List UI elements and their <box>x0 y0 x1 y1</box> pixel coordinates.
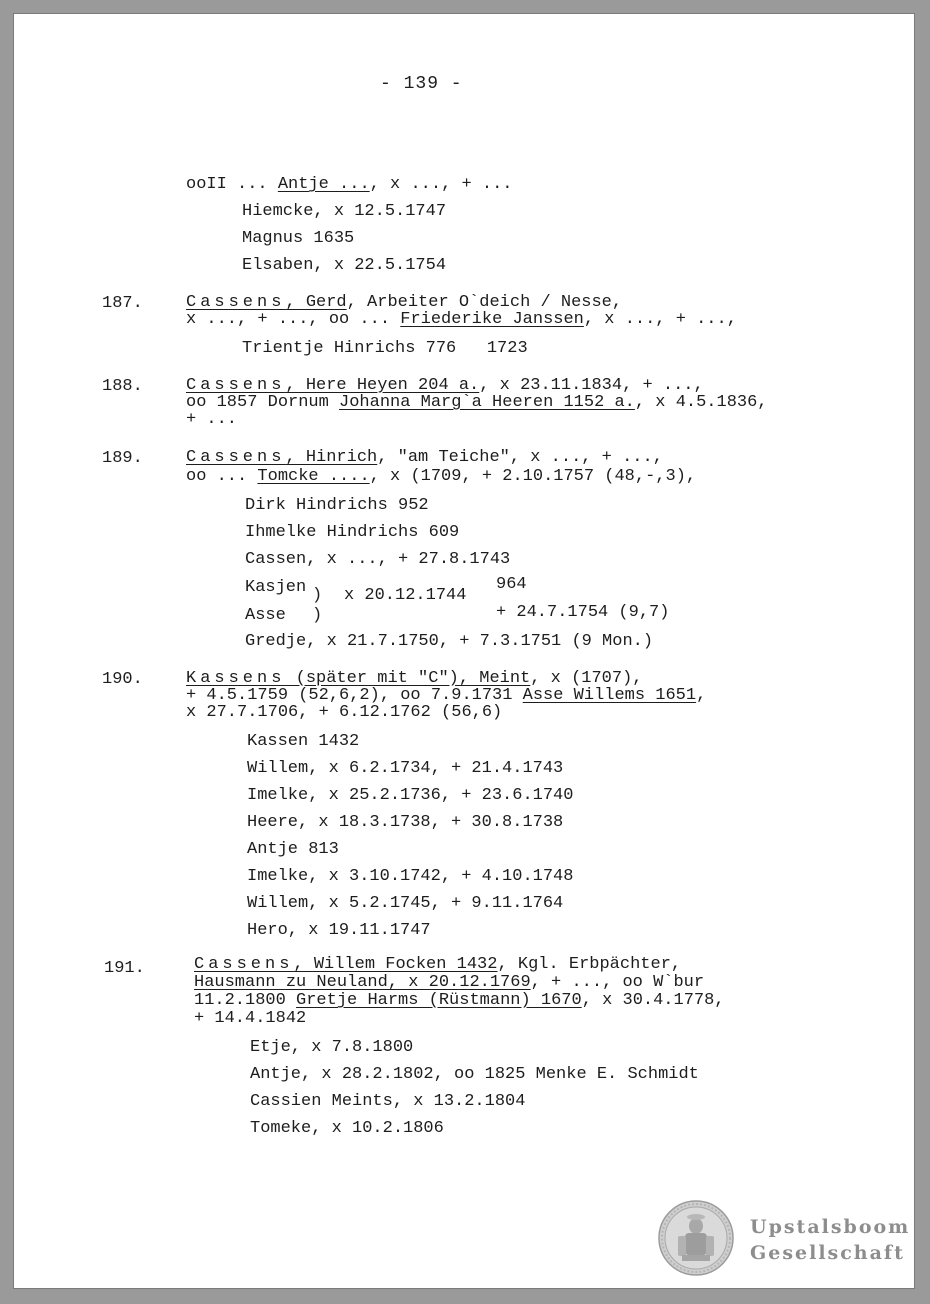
top-header-line <box>186 176 512 194</box>
entry-spouse: Tomcke .... <box>257 467 370 486</box>
entry-text: oo 1857 Dornum <box>186 393 340 412</box>
logo-line-2: Gesellschaft <box>750 1242 905 1264</box>
entry-line <box>194 974 704 992</box>
twin-name-b: Asse <box>245 606 286 625</box>
entry-given-name: , Gerd <box>285 293 347 312</box>
entry-number: 187. <box>102 294 143 313</box>
entry-text: , Arbeiter O`deich / Nesse, <box>346 293 623 312</box>
list-item: Magnus 1635 <box>242 229 355 248</box>
list-item: Hiemcke, x 12.5.1747 <box>242 202 447 221</box>
entry-given-name: , Hinrich <box>285 448 378 467</box>
entry-line <box>186 449 663 467</box>
entry-line: x 27.7.1706, + 6.12.1762 (56,6) <box>186 703 503 722</box>
entry-text: , x ..., + ..., <box>583 310 737 329</box>
top-header-prefix: ooII ... <box>186 175 278 194</box>
entry-text: , x (1709, + 2.10.1757 (48,-,3), <box>369 467 697 486</box>
entry-line: + 14.4.1842 <box>194 1009 307 1028</box>
entry-given-name: (später mit "C"), Meint <box>285 669 531 688</box>
entry-surname: Cassens <box>194 955 294 974</box>
entry-text: , "am Teiche", x ..., + ..., <box>377 448 663 467</box>
entry-spouse: Gretje Harms (Rüstmann) 1670 <box>296 991 582 1010</box>
entry-surname: Kassens <box>186 669 286 688</box>
publisher-logo-text <box>750 1214 910 1266</box>
entry-text: , x 4.5.1836, <box>634 393 768 412</box>
entry-text: + 4.5.1759 (52,6,2), oo 7.9.1731 <box>186 686 523 705</box>
top-header-name: Antje ... <box>277 175 370 194</box>
entry-line <box>186 311 737 329</box>
entry-number: 188. <box>102 377 143 396</box>
entry-number: 191. <box>104 959 145 978</box>
list-item: Cassen, x ..., + 27.8.1743 <box>245 550 511 569</box>
bracket-icon: ) <box>312 606 323 625</box>
document-page <box>14 14 914 1288</box>
twin-name-a: Kasjen <box>245 578 307 597</box>
list-item: Ihmelke Hindrichs 609 <box>245 523 460 542</box>
list-item: Kassen 1432 <box>247 732 360 751</box>
entry-text: , <box>696 686 707 705</box>
entry-line: + ... <box>186 410 238 429</box>
list-item: Antje 813 <box>247 840 339 859</box>
logo-line-1: Upstalsboom <box>750 1216 911 1238</box>
entry-text: 11.2.1800 <box>194 991 297 1010</box>
twin-birth: x 20.12.1744 <box>344 586 467 605</box>
list-item: Imelke, x 25.2.1736, + 23.6.1740 <box>247 786 574 805</box>
entry-text: , x 23.11.1834, + ..., <box>479 376 704 395</box>
entry-text: , x (1707), <box>530 669 643 688</box>
twin-ref: 964 <box>496 575 527 594</box>
list-item: Antje, x 28.2.1802, oo 1825 Menke E. Schmidt <box>250 1065 699 1084</box>
entry-line <box>186 394 768 412</box>
list-item: Trientje Hinrichs 776 1723 <box>242 339 528 358</box>
list-item: Willem, x 5.2.1745, + 9.11.1764 <box>247 894 564 913</box>
list-item: Imelke, x 3.10.1742, + 4.10.1748 <box>247 867 574 886</box>
entry-number: 190. <box>102 670 143 689</box>
twin-death: + 24.7.1754 (9,7) <box>496 603 670 622</box>
list-item: Willem, x 6.2.1734, + 21.4.1743 <box>247 759 564 778</box>
list-item: Cassien Meints, x 13.2.1804 <box>250 1092 526 1111</box>
entry-surname: Cassens <box>186 376 286 395</box>
entry-given-name: , Willem Focken 1432 <box>293 955 498 974</box>
entry-text: Hausmann zu Neuland, x 20.12.1769 <box>194 973 531 992</box>
entry-line <box>186 468 696 486</box>
entry-number: 189. <box>102 449 143 468</box>
list-item: Hero, x 19.11.1747 <box>247 921 431 940</box>
list-item: Heere, x 18.3.1738, + 30.8.1738 <box>247 813 564 832</box>
entry-surname: Cassens <box>186 448 286 467</box>
seal-icon <box>658 1200 734 1276</box>
list-item: Gredje, x 21.7.1750, + 7.3.1751 (9 Mon.) <box>245 632 654 651</box>
entry-spouse: Johanna Marg`a Heeren 1152 a. <box>339 393 635 412</box>
entry-spouse: Friederike Janssen <box>400 310 584 329</box>
entry-text: , Kgl. Erbpächter, <box>497 955 682 974</box>
list-item: Etje, x 7.8.1800 <box>250 1038 414 1057</box>
bracket-icon: ) <box>312 586 323 605</box>
entry-surname: Cassens <box>186 293 286 312</box>
entry-text: oo ... <box>186 467 258 486</box>
entry-text: , x 30.4.1778, <box>581 991 725 1010</box>
entry-line <box>194 992 725 1010</box>
page-number: - 139 - <box>380 74 463 94</box>
entry-spouse: Asse Willems 1651 <box>522 686 697 705</box>
list-item: Elsaben, x 22.5.1754 <box>242 256 447 275</box>
entry-text: , + ..., oo W`bur <box>530 973 705 992</box>
entry-text: x ..., + ..., oo ... <box>186 310 401 329</box>
list-item: Tomeke, x 10.2.1806 <box>250 1119 444 1138</box>
entry-line <box>194 956 681 974</box>
top-header-suffix: , x ..., + ... <box>369 175 513 194</box>
list-item: Dirk Hindrichs 952 <box>245 496 429 515</box>
entry-given-name: , Here Heyen 204 a. <box>285 376 480 395</box>
